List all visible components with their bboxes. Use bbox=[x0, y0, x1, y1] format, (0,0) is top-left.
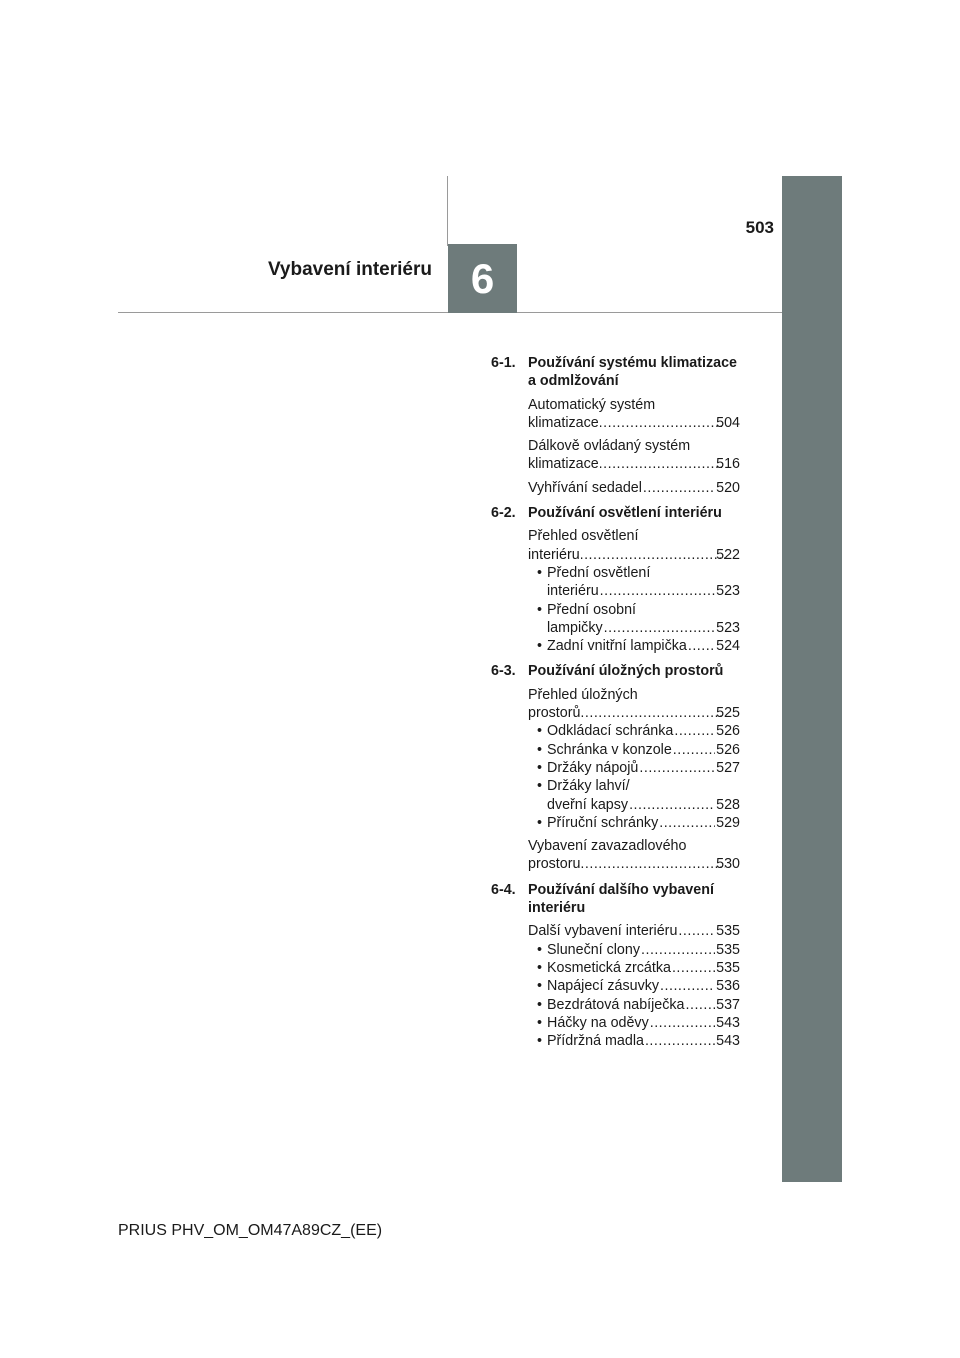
entry-label: Automatický systém bbox=[528, 396, 656, 413]
subentry-page: 543 bbox=[716, 1014, 740, 1031]
section-title: Používání úložných prostorů bbox=[528, 663, 724, 680]
bullet: • bbox=[537, 978, 543, 995]
toc-entry[interactable] bbox=[528, 437, 740, 474]
bullet: • bbox=[537, 778, 543, 795]
subentry-label: Napájecí zásuvky bbox=[547, 978, 660, 995]
bullet: • bbox=[537, 814, 543, 831]
entry-page: 504 bbox=[716, 414, 740, 431]
subentry-label: Držáky lahví/ bbox=[547, 778, 630, 795]
subentry-page: 526 bbox=[716, 723, 740, 740]
toc-section bbox=[491, 881, 740, 1051]
chapter-number: 6 bbox=[470, 254, 495, 302]
subentry-page: 528 bbox=[716, 796, 740, 813]
subentry-label-cont: lampičky bbox=[547, 619, 603, 636]
chapter-number-box bbox=[448, 244, 517, 313]
chapter-title: Vybavení interiéru bbox=[267, 259, 432, 280]
entry-page: 516 bbox=[716, 456, 740, 473]
entry-page: 525 bbox=[716, 705, 740, 722]
bullet: • bbox=[537, 741, 543, 758]
page-number: 503 bbox=[745, 218, 774, 237]
toc-entry[interactable] bbox=[528, 837, 740, 874]
toc-subentry[interactable] bbox=[537, 814, 740, 832]
subentry-page: 529 bbox=[716, 814, 740, 831]
subentry-label-cont: interiéru bbox=[547, 583, 599, 600]
entry-label-cont: klimatizace bbox=[528, 414, 599, 431]
toc-subentry[interactable] bbox=[537, 959, 740, 977]
entry-label: Vyhřívání sedadel bbox=[528, 479, 642, 496]
section-title: Používání osvětlení interiéru bbox=[528, 505, 722, 522]
header-vertical-rule bbox=[447, 176, 448, 246]
document-id-footer: PRIUS PHV_OM_OM47A89CZ_(EE) bbox=[118, 1222, 383, 1239]
subentry-page: 535 bbox=[716, 941, 740, 958]
table-of-contents bbox=[491, 354, 740, 1050]
subentry-label: Bezdrátová nabíječka bbox=[547, 996, 685, 1013]
toc-subentry[interactable] bbox=[537, 722, 740, 740]
section-title: Používání systému klimatizace a odmlžování bbox=[528, 355, 737, 390]
subentry-label-cont: dveřní kapsy bbox=[547, 796, 629, 813]
section-number: 6-1. bbox=[491, 355, 516, 371]
entry-label: Dálkově ovládaný systém bbox=[528, 438, 691, 455]
entry-label-cont: klimatizace bbox=[528, 456, 599, 473]
section-heading[interactable] bbox=[491, 881, 740, 918]
toc-entry[interactable] bbox=[528, 922, 740, 940]
bullet: • bbox=[537, 959, 543, 976]
section-number: 6-2. bbox=[491, 505, 516, 522]
section-number: 6-4. bbox=[491, 881, 516, 898]
subentry-page: 523 bbox=[716, 583, 740, 600]
bullet: • bbox=[537, 564, 543, 581]
chapter-side-tab bbox=[782, 176, 842, 1182]
toc-subentry[interactable] bbox=[537, 777, 740, 814]
toc-subentry[interactable] bbox=[537, 564, 740, 601]
bullet: • bbox=[537, 996, 543, 1013]
subentry-page: 536 bbox=[716, 978, 740, 995]
toc-entry[interactable] bbox=[528, 479, 740, 497]
toc-entry[interactable] bbox=[528, 686, 740, 723]
subentry-page: 527 bbox=[716, 759, 740, 776]
subentry-label: Příruční schránky bbox=[547, 814, 659, 831]
entry-page: 535 bbox=[716, 923, 740, 940]
toc-section bbox=[491, 354, 740, 497]
subentry-page: 523 bbox=[716, 619, 740, 636]
toc-entry[interactable] bbox=[528, 396, 740, 433]
subentry-label: Háčky na oděvy bbox=[547, 1014, 649, 1031]
toc-entry[interactable] bbox=[528, 527, 740, 564]
bullet: • bbox=[537, 1033, 543, 1050]
toc-subentry[interactable] bbox=[537, 601, 740, 638]
bullet: • bbox=[537, 1014, 543, 1031]
subentry-label: Odkládací schránka bbox=[547, 723, 674, 740]
subentry-label: Kosmetická zrcátka bbox=[547, 959, 671, 976]
toc-subentry[interactable] bbox=[537, 977, 740, 995]
section-number: 6-3. bbox=[491, 663, 516, 680]
toc-subentry[interactable] bbox=[537, 759, 740, 777]
section-title: Používání dalšího vybavení interiéru bbox=[528, 881, 714, 917]
entry-label: Vybavení zavazadlového bbox=[528, 838, 687, 855]
subentry-label: Přední osobní bbox=[547, 601, 637, 618]
toc-subentry[interactable] bbox=[537, 1032, 740, 1050]
toc-section bbox=[491, 504, 740, 655]
entry-label: Přehled osvětlení bbox=[528, 528, 639, 545]
toc-subentry[interactable] bbox=[537, 996, 740, 1014]
subentry-label: Schránka v konzole bbox=[547, 741, 672, 758]
bullet: • bbox=[537, 638, 543, 655]
subentry-label: Sluneční clony bbox=[547, 941, 640, 958]
subentry-page: 543 bbox=[716, 1033, 740, 1050]
section-heading[interactable] bbox=[491, 504, 740, 522]
subentry-label: Přídržná madla bbox=[547, 1033, 644, 1050]
entry-label-cont: prostoru bbox=[528, 856, 581, 873]
subentry-label: Přední osvětlení bbox=[547, 564, 651, 581]
toc-subentry[interactable] bbox=[537, 637, 740, 655]
toc-subentry[interactable] bbox=[537, 1014, 740, 1032]
subentry-label: Držáky nápojů bbox=[547, 759, 639, 776]
entry-label-cont: prostorů bbox=[528, 705, 581, 722]
section-heading[interactable] bbox=[491, 354, 740, 391]
entry-page: 522 bbox=[716, 546, 740, 563]
subentry-page: 524 bbox=[716, 638, 740, 655]
entry-page: 530 bbox=[716, 856, 740, 873]
toc-section bbox=[491, 662, 740, 873]
bullet: • bbox=[537, 759, 543, 776]
bullet: • bbox=[537, 723, 543, 740]
entry-page: 520 bbox=[716, 479, 740, 496]
section-heading[interactable] bbox=[491, 662, 740, 680]
subentry-page: 535 bbox=[716, 959, 740, 976]
toc-subentry[interactable] bbox=[537, 941, 740, 959]
bullet: • bbox=[537, 941, 543, 958]
bullet: • bbox=[537, 601, 543, 618]
subentry-page: 537 bbox=[716, 996, 740, 1013]
entry-label: Přehled úložných bbox=[528, 686, 638, 703]
entry-label: Další vybavení interiéru bbox=[528, 923, 678, 940]
subentry-page: 526 bbox=[716, 741, 740, 758]
toc-subentry[interactable] bbox=[537, 741, 740, 759]
subentry-label: Zadní vnitřní lampička bbox=[547, 638, 687, 655]
entry-label-cont: interiéru bbox=[528, 546, 580, 563]
